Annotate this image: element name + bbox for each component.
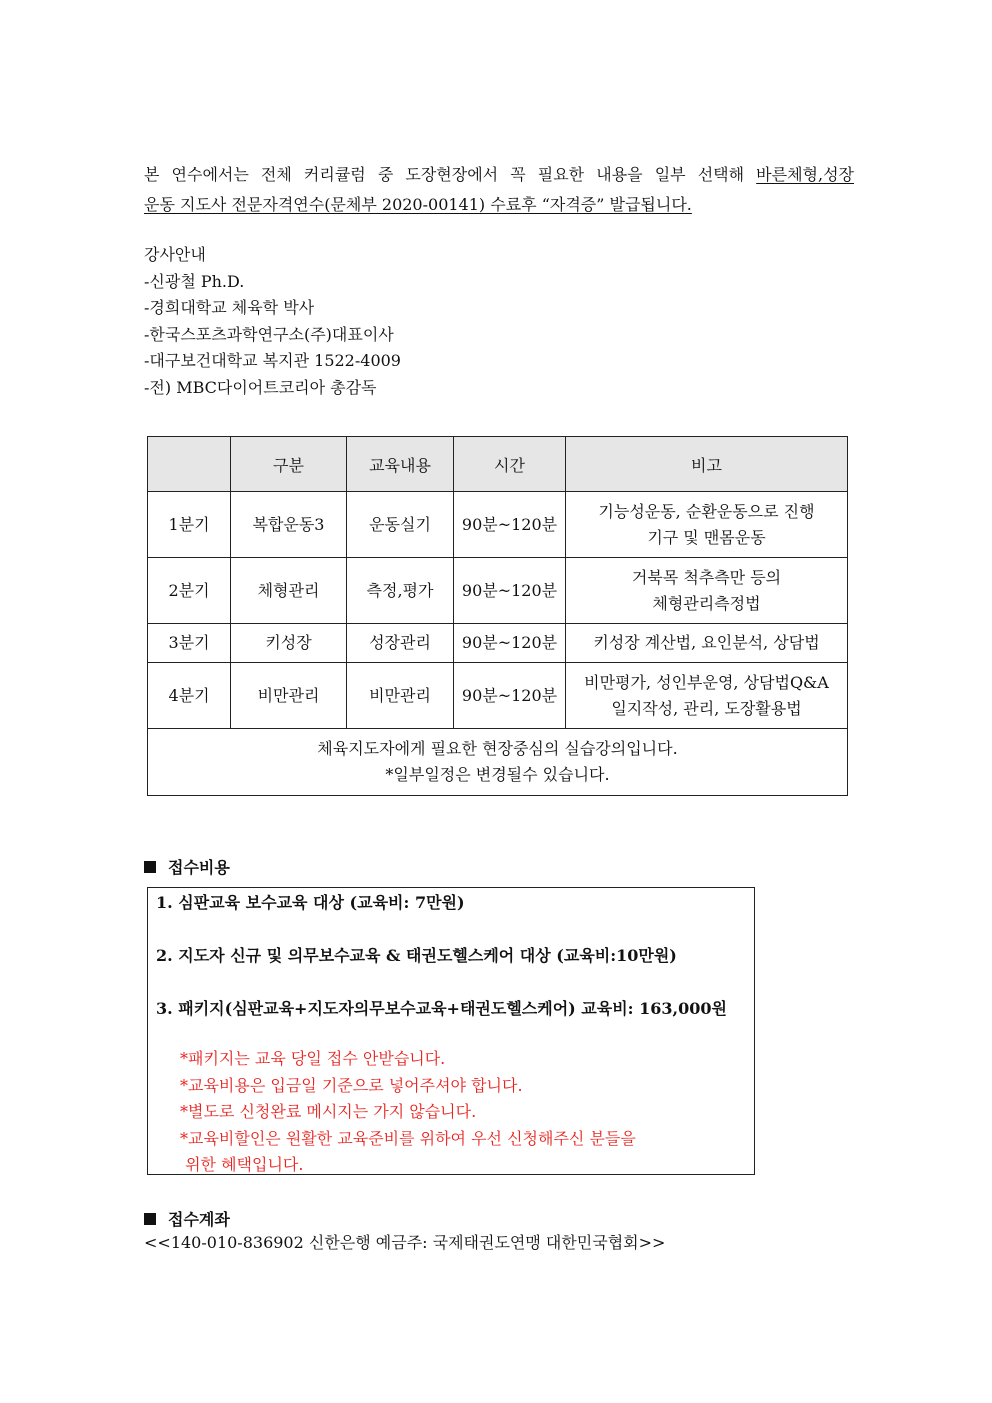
note-line: 일지작성, 관리, 도장활용법 <box>611 698 802 718</box>
schedule-table <box>147 436 848 796</box>
time-cell: 90분~120분 <box>454 492 566 558</box>
fees-box <box>147 887 755 1175</box>
note-line: 기능성운동, 순환운동으로 진행 <box>598 501 815 521</box>
note-cell <box>566 624 848 663</box>
fee-note: *패키지는 교육 당일 접수 안받습니다. <box>180 1049 446 1068</box>
table-row <box>148 558 848 624</box>
instructor-line: -한국스포츠과학연구소(주)대표이사 <box>144 324 394 344</box>
intro-line-2: 운동 지도사 전문자격연수(문체부 2020-00141) 수료후 “자격증” 발급됩니다. <box>144 195 692 214</box>
time-cell: 90분~120분 <box>454 624 566 663</box>
note-line: 거북목 척추측만 등의 <box>631 567 782 587</box>
table-footer-line: *일부일정은 변경될수 있습니다. <box>385 765 610 784</box>
table-footer-cell <box>148 729 848 796</box>
certification-highlight: 바른체형,성장 <box>756 165 854 184</box>
time-cell: 90분~120분 <box>454 558 566 624</box>
table-footer-line: 체육지도자에게 필요한 현장중심의 실습강의입니다. <box>317 739 678 758</box>
content-cell: 성장관리 <box>347 624 454 663</box>
header-cell: 시간 <box>454 437 566 492</box>
term-cell: 3분기 <box>148 624 231 663</box>
header-cell <box>148 437 231 492</box>
account-info: <<140-010-836902 신한은행 예금주: 국제태권도연맹 대한민국협회>> <box>144 1233 666 1252</box>
fee-notes <box>180 1046 636 1179</box>
table-row <box>148 663 848 729</box>
account-heading: 접수계좌 <box>144 1207 230 1230</box>
table-header-row <box>148 437 848 492</box>
instructor-info <box>144 242 401 401</box>
category-cell: 복합운동3 <box>231 492 347 558</box>
fee-note: *별도로 신청완료 메시지는 가지 않습니다. <box>180 1102 477 1121</box>
category-cell: 키성장 <box>231 624 347 663</box>
header-cell: 비고 <box>566 437 848 492</box>
table-row <box>148 624 848 663</box>
time-cell: 90분~120분 <box>454 663 566 729</box>
note-line: 비만평가, 성인부운영, 상담법Q&A <box>584 672 829 692</box>
content-cell: 비만관리 <box>347 663 454 729</box>
instructor-line: -신광철 Ph.D. <box>144 271 245 291</box>
term-cell: 2분기 <box>148 558 231 624</box>
fees-heading: 접수비용 <box>144 855 230 878</box>
note-cell <box>566 663 848 729</box>
note-line: 키성장 계산법, 요인분석, 상담법 <box>593 633 820 652</box>
instructor-heading: 강사안내 <box>144 245 206 264</box>
table-footer-row <box>148 729 848 796</box>
term-cell: 4분기 <box>148 663 231 729</box>
fee-item: 2. 지도자 신규 및 의무보수교육 & 태권도헬스케어 대상 (교육비:10만원) <box>156 946 677 965</box>
table-row <box>148 492 848 558</box>
fee-note: *교육비할인은 원활한 교육준비를 위하여 우선 신청해주신 분들을 <box>180 1128 636 1148</box>
fee-item: 1. 심판교육 보수교육 대상 (교육비: 7만원) <box>156 893 465 912</box>
instructor-line: -전) MBC다이어트코리아 총감독 <box>144 377 377 397</box>
term-cell: 1분기 <box>148 492 231 558</box>
intro-line-1: 본 연수에서는 전체 커리큘럼 중 도장현장에서 꼭 필요한 내용을 일부 선택해 바른체형,성장 <box>144 165 854 184</box>
note-line: 체형관리측정법 <box>652 593 761 613</box>
note-cell <box>566 492 848 558</box>
content-cell: 운동실기 <box>347 492 454 558</box>
square-bullet-icon <box>144 1213 156 1225</box>
header-cell: 교육내용 <box>347 437 454 492</box>
instructor-line: -대구보건대학교 복지관 1522-4009 <box>144 351 401 370</box>
fee-note: *교육비용은 입금일 기준으로 넣어주셔야 합니다. <box>180 1075 523 1095</box>
header-cell: 구분 <box>231 437 347 492</box>
fee-item: 3. 패키지(심판교육+지도자의무보수교육+태권도헬스케어) 교육비: 163,000원 <box>156 999 727 1018</box>
note-line: 기구 및 맨몸운동 <box>647 527 766 547</box>
content-cell: 측정,평가 <box>347 558 454 624</box>
instructor-line: -경희대학교 체육학 박사 <box>144 298 315 317</box>
square-bullet-icon <box>144 861 156 873</box>
category-cell: 비만관리 <box>231 663 347 729</box>
note-cell <box>566 558 848 624</box>
category-cell: 체형관리 <box>231 558 347 624</box>
intro-paragraph <box>144 160 854 220</box>
fee-note: 위한 혜택입니다. <box>180 1155 304 1174</box>
